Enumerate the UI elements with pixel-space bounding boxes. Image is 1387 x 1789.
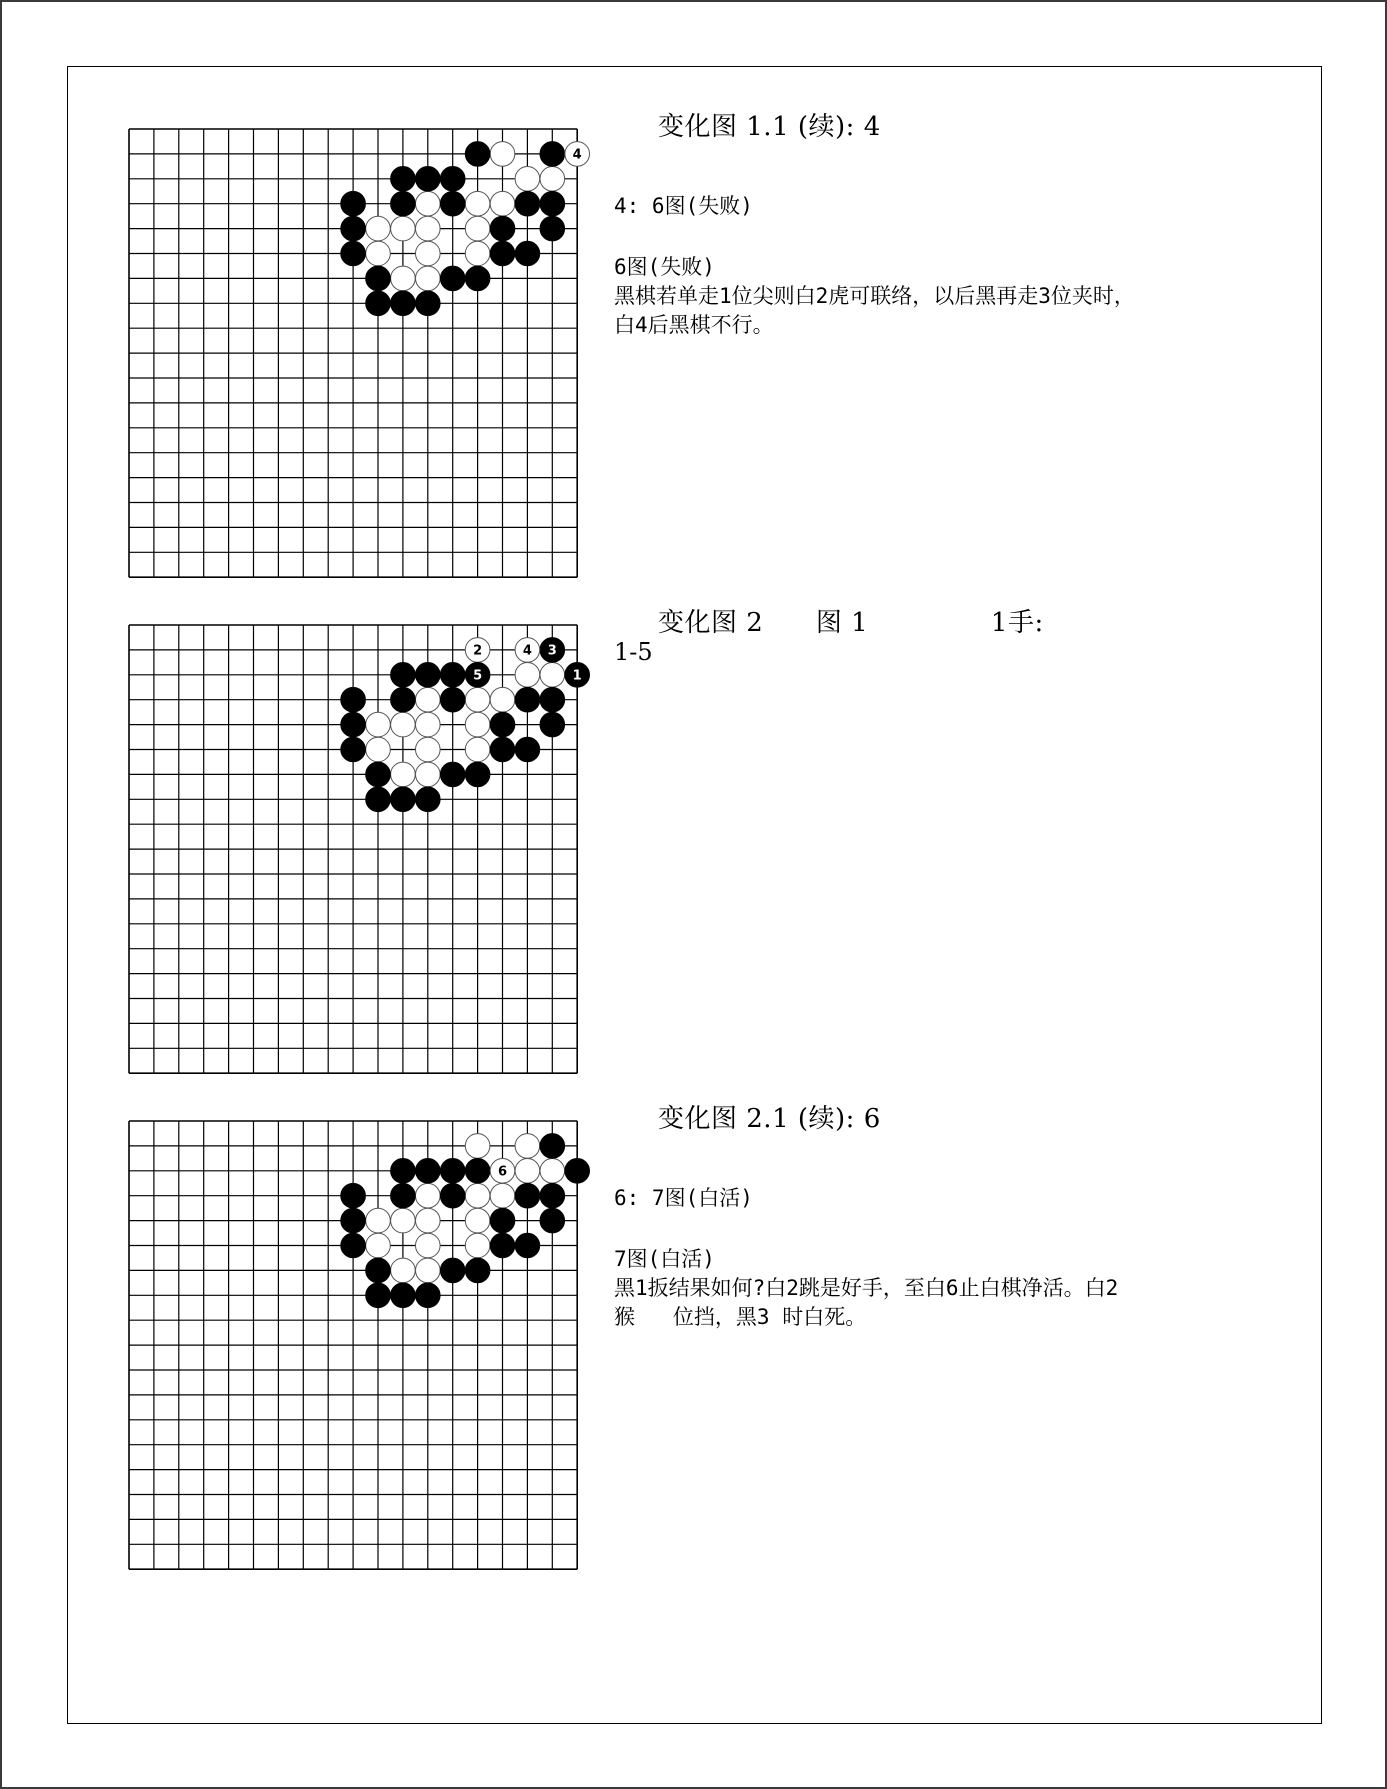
description-title: 6图(失败) xyxy=(614,255,715,279)
white-stone xyxy=(515,663,540,688)
move-number-label: 4 xyxy=(572,147,582,163)
diagram-2-text xyxy=(614,602,1234,666)
black-stone xyxy=(416,787,441,812)
black-stone xyxy=(341,1233,366,1258)
white-stone xyxy=(416,241,441,266)
black-stone xyxy=(440,762,465,787)
black-stone xyxy=(391,1283,416,1308)
black-stone xyxy=(366,1258,391,1283)
white-stone xyxy=(515,1134,540,1159)
black-stone xyxy=(391,167,416,192)
diagram-heading: 变化图 2 图 1 1手: xyxy=(658,608,1044,638)
white-stone xyxy=(490,191,515,216)
black-stone xyxy=(440,687,465,712)
black-stone xyxy=(341,1183,366,1208)
go-board-diagram-2-1 xyxy=(118,1110,598,1590)
go-board-diagram-2 xyxy=(118,614,598,1094)
white-stone xyxy=(391,762,416,787)
black-stone xyxy=(540,1208,565,1233)
white-stone xyxy=(490,687,515,712)
black-stone xyxy=(465,1159,490,1184)
white-stone xyxy=(416,266,441,291)
move-number-label: 3 xyxy=(547,643,557,659)
white-stone xyxy=(416,737,441,762)
diagram-1-1-text xyxy=(614,106,1234,340)
black-stone xyxy=(341,191,366,216)
black-stone xyxy=(515,241,540,266)
move-range-label: 1-5 xyxy=(614,638,653,666)
white-stone xyxy=(465,216,490,241)
black-stone xyxy=(540,712,565,737)
black-stone xyxy=(341,712,366,737)
black-stone xyxy=(416,1283,441,1308)
diagram-2-1-text xyxy=(614,1098,1234,1332)
black-stone xyxy=(490,216,515,241)
white-stone xyxy=(515,167,540,192)
black-stone xyxy=(490,737,515,762)
go-board-diagram-1-1 xyxy=(118,118,598,598)
white-stone xyxy=(490,142,515,167)
white-stone xyxy=(515,1159,540,1184)
white-stone xyxy=(465,241,490,266)
move-result-line: 6: 7图(白活) xyxy=(614,1186,753,1210)
black-stone xyxy=(341,216,366,241)
black-stone xyxy=(416,663,441,688)
black-stone xyxy=(465,762,490,787)
description-title: 7图(白活) xyxy=(614,1247,715,1271)
black-stone xyxy=(341,241,366,266)
black-stone xyxy=(490,1233,515,1258)
black-stone xyxy=(515,191,540,216)
black-stone xyxy=(515,1183,540,1208)
white-stone xyxy=(416,687,441,712)
black-stone xyxy=(366,1283,391,1308)
white-stone xyxy=(416,216,441,241)
white-stone xyxy=(540,167,565,192)
white-stone xyxy=(465,1233,490,1258)
white-stone xyxy=(416,1183,441,1208)
black-stone xyxy=(391,1183,416,1208)
diagram-heading: 变化图 2.1 (续): 6 xyxy=(658,1104,881,1134)
white-stone xyxy=(416,1233,441,1258)
white-stone xyxy=(540,663,565,688)
move-number-label: 4 xyxy=(522,643,532,659)
move-number-label: 1 xyxy=(572,668,582,684)
black-stone xyxy=(540,142,565,167)
white-stone xyxy=(391,1208,416,1233)
black-stone xyxy=(341,737,366,762)
white-stone xyxy=(366,1208,391,1233)
white-stone xyxy=(391,266,416,291)
white-stone xyxy=(465,737,490,762)
black-stone xyxy=(490,1208,515,1233)
black-stone xyxy=(440,1183,465,1208)
black-stone xyxy=(391,787,416,812)
white-stone xyxy=(465,191,490,216)
black-stone xyxy=(440,1159,465,1184)
white-stone xyxy=(366,737,391,762)
white-stone xyxy=(490,1183,515,1208)
white-stone xyxy=(540,1159,565,1184)
white-stone xyxy=(416,762,441,787)
black-stone xyxy=(465,1258,490,1283)
white-stone xyxy=(465,1134,490,1159)
white-stone xyxy=(416,1208,441,1233)
black-stone xyxy=(440,191,465,216)
black-stone xyxy=(391,291,416,316)
white-stone xyxy=(391,216,416,241)
black-stone xyxy=(515,1233,540,1258)
black-stone xyxy=(391,663,416,688)
black-stone xyxy=(416,291,441,316)
white-stone xyxy=(465,687,490,712)
move-number-label: 5 xyxy=(473,668,483,684)
black-stone xyxy=(465,142,490,167)
black-stone xyxy=(465,266,490,291)
black-stone xyxy=(540,1134,565,1159)
black-stone xyxy=(440,167,465,192)
white-stone xyxy=(366,241,391,266)
diagram-heading: 变化图 1.1 (续): 4 xyxy=(658,112,881,142)
black-stone xyxy=(565,1159,590,1184)
black-stone xyxy=(391,687,416,712)
white-stone xyxy=(416,191,441,216)
white-stone xyxy=(366,1233,391,1258)
white-stone xyxy=(366,712,391,737)
white-stone xyxy=(465,1208,490,1233)
black-stone xyxy=(540,191,565,216)
black-stone xyxy=(416,167,441,192)
black-stone xyxy=(540,216,565,241)
black-stone xyxy=(366,266,391,291)
black-stone xyxy=(515,687,540,712)
black-stone xyxy=(440,266,465,291)
black-stone xyxy=(341,687,366,712)
black-stone xyxy=(540,687,565,712)
white-stone xyxy=(465,712,490,737)
move-number-label: 2 xyxy=(473,643,483,659)
black-stone xyxy=(391,191,416,216)
white-stone xyxy=(416,1258,441,1283)
black-stone xyxy=(440,663,465,688)
black-stone xyxy=(440,1258,465,1283)
description-body: 黑棋若单走1位尖则白2虎可联络，以后黑再走3位夹时， 白4后黑棋不行。 xyxy=(614,284,1135,337)
white-stone xyxy=(366,216,391,241)
black-stone xyxy=(490,712,515,737)
description-body: 黑1扳结果如何?白2跳是好手，至白6止白棋净活。白2 猴 位挡，黑3 时白死。 xyxy=(614,1276,1119,1329)
black-stone xyxy=(490,241,515,266)
black-stone xyxy=(341,1208,366,1233)
move-result-line: 4: 6图(失败) xyxy=(614,194,753,218)
black-stone xyxy=(540,1183,565,1208)
black-stone xyxy=(391,1159,416,1184)
black-stone xyxy=(366,291,391,316)
white-stone xyxy=(465,1183,490,1208)
black-stone xyxy=(366,787,391,812)
black-stone xyxy=(366,762,391,787)
black-stone xyxy=(515,737,540,762)
white-stone xyxy=(416,712,441,737)
black-stone xyxy=(416,1159,441,1184)
white-stone xyxy=(391,1258,416,1283)
move-number-label: 6 xyxy=(497,1164,508,1180)
white-stone xyxy=(391,712,416,737)
